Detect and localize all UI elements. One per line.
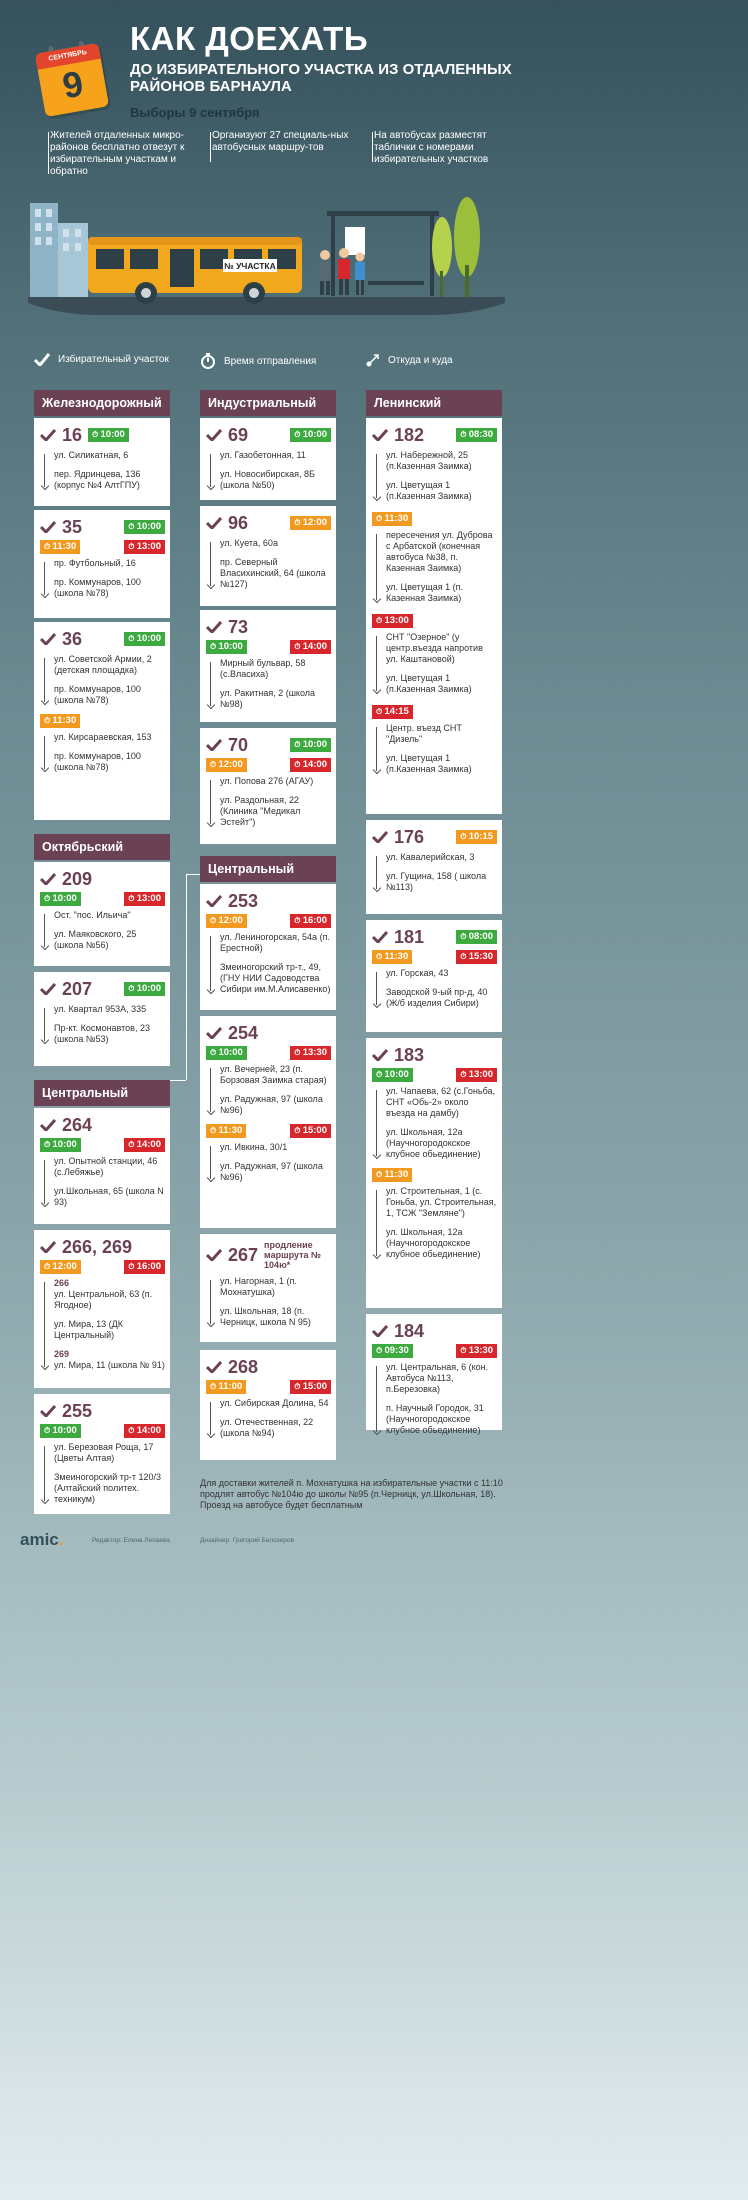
footer-note: Для доставки жителей п. Мохнатушка на избирательные участки с 11:10 продлят автобус №104ю до школы №95 (п.Черницк, ул.Школьная, 18). Проезд на автобусе будет бесплатным: [200, 1478, 503, 1510]
checkmark-icon: [372, 831, 388, 843]
note-bus-signs: На автобусах разместят таблички с номерами избирательных участков: [374, 130, 489, 165]
route-path: Центр. въезд СНТ "Дизель" ул. Цветущая 1 (п.Казенная Заимка): [372, 723, 497, 775]
route-card-176: 176 ⏱ 10:15 ул. Кавалерийская, 3 ул. Гущина, 158 ( школа №113): [366, 820, 502, 914]
route-path: 266 ул. Центральной, 63 (п. Ягодное) ул. Мира, 13 (ДК Центральный) 269 ул. Мира, 11 (школа № 91): [40, 1278, 165, 1371]
checkmark-icon: [40, 873, 56, 885]
route-card-69: 69 ⏱ 10:00 ул. Газобетонная, 11 ул. Новосибирская, 8Б (школа №50): [200, 418, 336, 500]
route-path: ул. Силикатная, 6 пер. Ядринцева, 136 (корпус №4 АлтГПУ): [40, 450, 165, 491]
legend-station: Избирательный участок: [34, 353, 169, 366]
calendar-month: СЕНТЯБРЬ: [35, 43, 101, 70]
route-path: ул. Березовая Роща, 17 (Цветы Алтая) Змеиногорский тр-т 120/3 (Алтайский политех. техникум): [40, 1442, 165, 1505]
amic-logo: amic.: [20, 1530, 64, 1549]
district-zheleznodorozhny: Железнодорожный: [34, 390, 170, 416]
checkmark-icon: [206, 517, 222, 529]
checkmark-icon: [372, 1049, 388, 1061]
checkmark-icon: [40, 983, 56, 995]
route-extension-note: продление маршрута № 104ю*: [264, 1240, 322, 1270]
district-oktyabrsky: Октябрьский: [34, 834, 170, 860]
bus-stop-illustration: [0, 195, 533, 315]
checkmark-icon: [206, 621, 222, 633]
route-card-267: 267 продление маршрута № 104ю* ул. Нагорная, 1 (п. Мохнатушка) ул. Школьная, 18 (п. Черницк, школа N 95): [200, 1234, 336, 1342]
designer-credit: Дизайнер: Григорий Белозеров: [200, 1537, 294, 1544]
page-subtitle: ДО ИЗБИРАТЕЛЬНОГО УЧАСТКА ИЗ ОТДАЛЕННЫХ РАЙОНОВ БАРНАУЛА: [130, 61, 512, 95]
route-card-184: 184 ⏱ 09:30 ⏱ 13:30 ул. Центральная, 6 (кон. Автобуса №113, п.Березовка) п. Научный Городок, 31 (Научногородокское клубное обьединение): [366, 1314, 502, 1430]
district-leninsky: Ленинский: [366, 390, 502, 416]
legend-time: Время отправления: [200, 353, 316, 369]
route-path: ул. Нагорная, 1 (п. Мохнатушка) ул. Школьная, 18 (п. Черницк, школа N 95): [206, 1276, 331, 1328]
route-card-268: 268 ⏱ 11:00 ⏱ 15:00 ул. Сибирская Долина, 54 ул. Отечественная, 22 (школа №94): [200, 1350, 336, 1460]
route-card-254: 254 ⏱ 10:00 ⏱ 13:30 ул. Вечерней, 23 (п. Борзовая Заимка старая) ул. Радужная, 97 (школа №96) ⏱ 11:30 ⏱ 15:00 ул. Ивкина, 30/1 ул. Радужная, 97 (школа №96): [200, 1016, 336, 1228]
route-path: ул. Сибирская Долина, 54 ул. Отечественная, 22 (школа №94): [206, 1398, 331, 1439]
bus-sign: № УЧАСТКА: [224, 261, 276, 271]
route-card-266-269: 266, 269 ⏱ 12:00 ⏱ 16:00 266 ул. Центральной, 63 (п. Ягодное) ул. Мира, 13 (ДК Центральный) 269 ул. Мира, 11 (школа № 91): [34, 1230, 170, 1388]
checkmark-icon: [372, 1325, 388, 1337]
checkmark-icon: [40, 1119, 56, 1131]
route-path: ул. Квартал 953А, 335 Пр-кт. Космонавтов, 23 (школа №53): [40, 1004, 165, 1045]
route-card-70: 70 ⏱ 10:00 ⏱ 12:00 ⏱ 14:00 ул. Попова 276 (АГАУ) ул. Раздольная, 22 (Клиника "Медикал Эстейт"): [200, 728, 336, 844]
checkmark-icon: [206, 1361, 222, 1373]
route-path: ул. Строительная, 1 (с. Гоньба, ул. Строительная, 1, ТСЖ "Земляне") ул. Школьная, 12а (Научногородокское клубное обьединение): [372, 1186, 497, 1260]
route-card-253: 253 ⏱ 12:00 ⏱ 16:00 ул. Лениногорская, 54а (п. Ерестной) Змеиногорский тр-т., 49, (ГНУ НИИ Садоводства Сибири им.М.Алисавенко): [200, 884, 336, 1010]
route-path: ул. Куета, 60а пр. Северный Власихинский, 64 (школа №127): [206, 538, 331, 590]
legend-route: Откуда и куда: [366, 353, 453, 367]
editor-credit: Редактор: Елена Лепаева: [92, 1537, 170, 1544]
route-path: ул. Кавалерийская, 3 ул. Гущина, 158 ( школа №113): [372, 852, 497, 893]
checkmark-icon: [40, 633, 56, 645]
route-path: Мирный бульвар, 58 (с.Власиха) ул. Ракитная, 2 (школа №98): [206, 658, 331, 710]
route-path: ул. Попова 276 (АГАУ) ул. Раздольная, 22 (Клиника "Медикал Эстейт"): [206, 776, 331, 828]
route-card-36: 36 ⏱ 10:00 ул. Советской Армии, 2 (детская площадка) пр. Коммунаров, 100 (школа №78) ⏱ 11:30 ул. Кирсараевская, 153 пр. Коммунаров, 100 (школа №78): [34, 622, 170, 820]
checkmark-icon: [40, 429, 56, 441]
district-industrialny: Индустриальный: [200, 390, 336, 416]
route-path: Ост. "пос. Ильича" ул. Маяковского, 25 (школа №56): [40, 910, 165, 951]
checkmark-icon: [206, 1249, 222, 1261]
checkmark-icon: [372, 931, 388, 943]
route-card-209: 209 ⏱ 10:00 ⏱ 13:00 Ост. "пос. Ильича" ул. Маяковского, 25 (школа №56): [34, 862, 170, 966]
calendar-day: 9: [59, 62, 87, 107]
route-card-182: 182 ⏱ 08:30 ул. Набережной, 25 (п.Казенная Заимка) ул. Цветущая 1 (п.Казенная Заимка) ⏱ 11:30 пересечения ул. Дуброва с Арбатской (конечная автобуса №38, п. Казенная Заимка) ул. Цветущая 1 (п. Казенная Заимка) ⏱ 13:00 СНТ "Озерное" (у центр.въезда напротив ул. Каштановой) ул. Цветущая 1 (п.Казенная Заимка) ⏱ 14:15 Центр. въезд СНТ "Дизель" ул. Цветущая 1 (п.Казенная Заимка): [366, 418, 502, 814]
route-path: ул. Набережной, 25 (п.Казенная Заимка) ул. Цветущая 1 (п.Казенная Заимка): [372, 450, 497, 502]
checkmark-icon: [40, 1405, 56, 1417]
route-card-96: 96 ⏱ 12:00 ул. Куета, 60а пр. Северный Власихинский, 64 (школа №127): [200, 506, 336, 606]
route-card-207: 207 ⏱ 10:00 ул. Квартал 953А, 335 Пр-кт. Космонавтов, 23 (школа №53): [34, 972, 170, 1066]
note-27-routes: Организуют 27 специаль-ных автобусных маршру-тов: [212, 130, 349, 153]
checkmark-icon: [34, 353, 50, 366]
route-path: ул. Чапаева, 62 (с.Гоньба, СНТ «Обь-2» около въезда на дамбу) ул. Школьная, 12а (Научногородокское клубное обьединение): [372, 1086, 497, 1160]
checkmark-icon: [40, 1241, 56, 1253]
checkmark-icon: [206, 1027, 222, 1039]
note-free-transport: Жителей отдаленных микро-районов бесплатно отвезут к избирательным участкам и обратно: [50, 130, 185, 177]
checkmark-icon: [206, 895, 222, 907]
route-path: ул. Центральная, 6 (кон. Автобуса №113, п.Березовка) п. Научный Городок, 31 (Научногородокское клубное обьединение): [372, 1362, 497, 1436]
calendar-icon: [34, 38, 104, 112]
district-centralny-left: Центральный: [34, 1080, 170, 1106]
route-path: ул. Горская, 43 Заводской 9-ый пр-д, 40 (Ж/б изделия Сибири): [372, 968, 497, 1009]
route-arrow-icon: [366, 353, 380, 367]
route-card-183: 183 ⏱ 10:00 ⏱ 13:00 ул. Чапаева, 62 (с.Гоньба, СНТ «Обь-2» около въезда на дамбу) ул. Школьная, 12а (Научногородокское клубное обьединение) ⏱ 11:30 ул. Строительная, 1 (с. Гоньба, ул. Строительная, 1, ТСЖ "Земляне") ул. Школьная, 12а (Научногородокское клубное обьединение): [366, 1038, 502, 1308]
route-path: ул. Газобетонная, 11 ул. Новосибирская, 8Б (школа №50): [206, 450, 331, 491]
route-card-16: 16 ⏱ 10:00 ул. Силикатная, 6 пер. Ядринцева, 136 (корпус №4 АлтГПУ): [34, 418, 170, 506]
checkmark-icon: [40, 521, 56, 533]
checkmark-icon: [206, 739, 222, 751]
route-card-264: 264 ⏱ 10:00 ⏱ 14:00 ул. Опытной станции, 46 (с.Лебяжье) ул.Школьная, 65 (школа N 93): [34, 1108, 170, 1224]
route-path: ул. Вечерней, 23 (п. Борзовая Заимка старая) ул. Радужная, 97 (школа №96): [206, 1064, 331, 1116]
district-centralny-mid: Центральный: [200, 856, 336, 882]
checkmark-icon: [206, 429, 222, 441]
route-path: СНТ "Озерное" (у центр.въезда напротив ул. Каштановой) ул. Цветущая 1 (п.Казенная Заимка): [372, 632, 497, 695]
route-card-255: 255 ⏱ 10:00 ⏱ 14:00 ул. Березовая Роща, 17 (Цветы Алтая) Змеиногорский тр-т 120/3 (Алтайский политех. техникум): [34, 1394, 170, 1514]
election-date: Выборы 9 сентября: [130, 105, 260, 120]
route-path: ул. Опытной станции, 46 (с.Лебяжье) ул.Школьная, 65 (школа N 93): [40, 1156, 165, 1208]
route-card-35: 35 ⏱ 10:00 ⏱ 11:30 ⏱ 13:00 пр. Футбольный, 16 пр. Коммунаров, 100 (школа №78): [34, 510, 170, 618]
route-path: пересечения ул. Дуброва с Арбатской (конечная автобуса №38, п. Казенная Заимка) ул. Цветущая 1 (п. Казенная Заимка): [372, 530, 497, 604]
checkmark-icon: [372, 429, 388, 441]
route-path: ул. Лениногорская, 54а (п. Ерестной) Змеиногорский тр-т., 49, (ГНУ НИИ Садоводства Сибири им.М.Алисавенко): [206, 932, 331, 995]
route-path: ул. Советской Армии, 2 (детская площадка) пр. Коммунаров, 100 (школа №78): [40, 654, 165, 706]
route-path: пр. Футбольный, 16 пр. Коммунаров, 100 (школа №78): [40, 558, 165, 599]
stopwatch-icon: [200, 353, 216, 369]
route-path: ул. Ивкина, 30/1 ул. Радужная, 97 (школа №96): [206, 1142, 331, 1183]
route-card-181: 181 ⏱ 08:00 ⏱ 11:30 ⏱ 15:30 ул. Горская, 43 Заводской 9-ый пр-д, 40 (Ж/б изделия Сибири): [366, 920, 502, 1032]
route-path: ул. Кирсараевская, 153 пр. Коммунаров, 100 (школа №78): [40, 732, 165, 773]
route-card-73: 73 ⏱ 10:00 ⏱ 14:00 Мирный бульвар, 58 (с.Власиха) ул. Ракитная, 2 (школа №98): [200, 610, 336, 722]
page-title: КАК ДОЕХАТЬ: [130, 20, 369, 57]
